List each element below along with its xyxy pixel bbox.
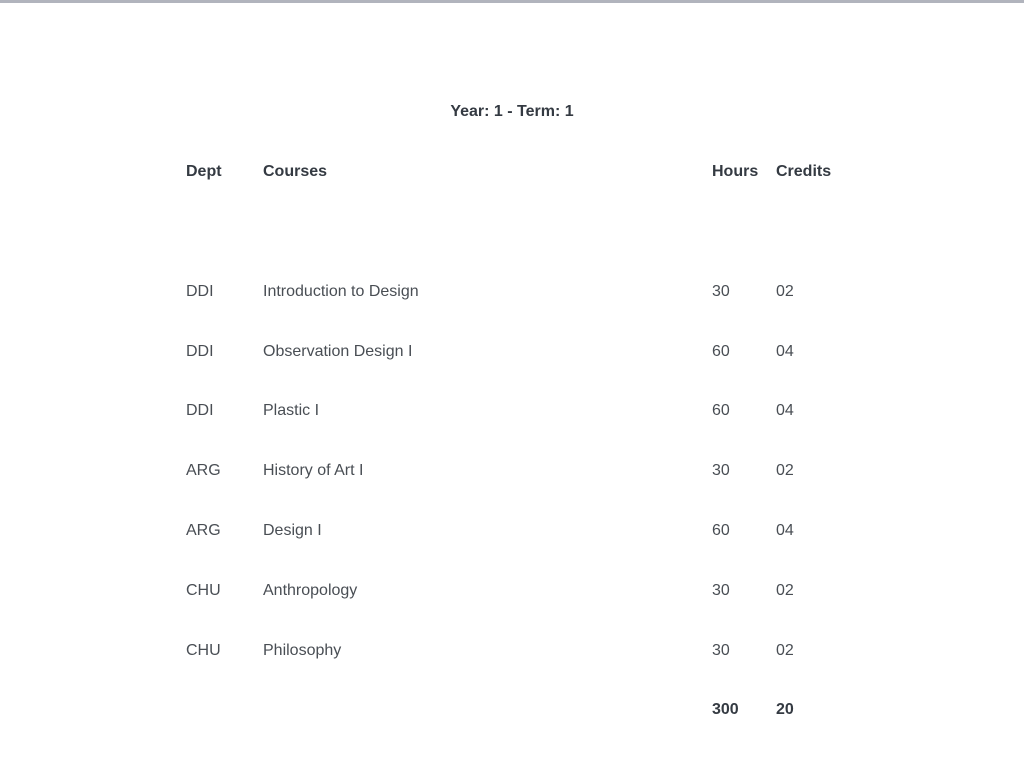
row-credits-cell: 02 bbox=[776, 581, 794, 599]
table-row bbox=[0, 561, 1024, 621]
total-hours-value: 300 bbox=[712, 700, 739, 718]
row-course-cell: History of Art I bbox=[263, 462, 364, 480]
row-course-cell: Philosophy bbox=[263, 641, 342, 659]
row-dept-cell: ARG bbox=[186, 462, 221, 480]
row-credits-cell: 02 bbox=[776, 641, 794, 659]
row-hours-cell: 30 bbox=[712, 641, 730, 659]
row-dept-cell: CHU bbox=[186, 581, 221, 599]
row-course-cell: Anthropology bbox=[263, 581, 358, 599]
row-course-cell: Observation Design I bbox=[263, 342, 413, 360]
table-row bbox=[0, 501, 1024, 561]
row-hours-cell: 30 bbox=[712, 462, 730, 480]
table-row bbox=[0, 262, 1024, 322]
table-total bbox=[0, 680, 1024, 740]
table-row bbox=[0, 441, 1024, 501]
row-dept-cell: ARG bbox=[186, 522, 221, 540]
row-dept-cell: CHU bbox=[186, 641, 221, 659]
row-hours-cell: 30 bbox=[712, 282, 730, 300]
row-dept-cell: DDI bbox=[186, 282, 214, 300]
course-table-body bbox=[0, 262, 1024, 681]
table-row bbox=[0, 322, 1024, 382]
row-course-cell: Plastic I bbox=[263, 402, 320, 420]
page-title: Year: 1 - Term: 1 bbox=[450, 103, 574, 120]
row-hours-cell: 60 bbox=[712, 402, 730, 420]
col-header-credits: Credits bbox=[776, 162, 832, 180]
table-total-row bbox=[0, 680, 1024, 740]
table-row bbox=[0, 621, 1024, 681]
col-header-hours: Hours bbox=[712, 162, 759, 180]
row-hours-cell: 60 bbox=[712, 522, 730, 540]
table-header-row bbox=[0, 142, 1024, 202]
row-course-cell: Design I bbox=[263, 522, 322, 540]
row-hours-cell: 30 bbox=[712, 581, 730, 599]
col-header-courses: Courses bbox=[263, 162, 328, 180]
row-hours-cell: 60 bbox=[712, 342, 730, 360]
row-dept-cell: DDI bbox=[186, 342, 214, 360]
row-credits-cell: 02 bbox=[776, 282, 794, 300]
window-top-edge bbox=[0, 0, 1024, 3]
row-credits-cell: 02 bbox=[776, 462, 794, 480]
table-header bbox=[0, 142, 1024, 202]
table-row bbox=[0, 382, 1024, 442]
row-course-cell: Introduction to Design bbox=[263, 282, 419, 300]
row-credits-cell: 04 bbox=[776, 402, 794, 420]
row-credits-cell: 04 bbox=[776, 522, 794, 540]
col-header-dept: Dept bbox=[186, 162, 222, 180]
total-credits-value: 20 bbox=[776, 700, 794, 718]
row-dept-cell: DDI bbox=[186, 402, 214, 420]
row-credits-cell: 04 bbox=[776, 342, 794, 360]
